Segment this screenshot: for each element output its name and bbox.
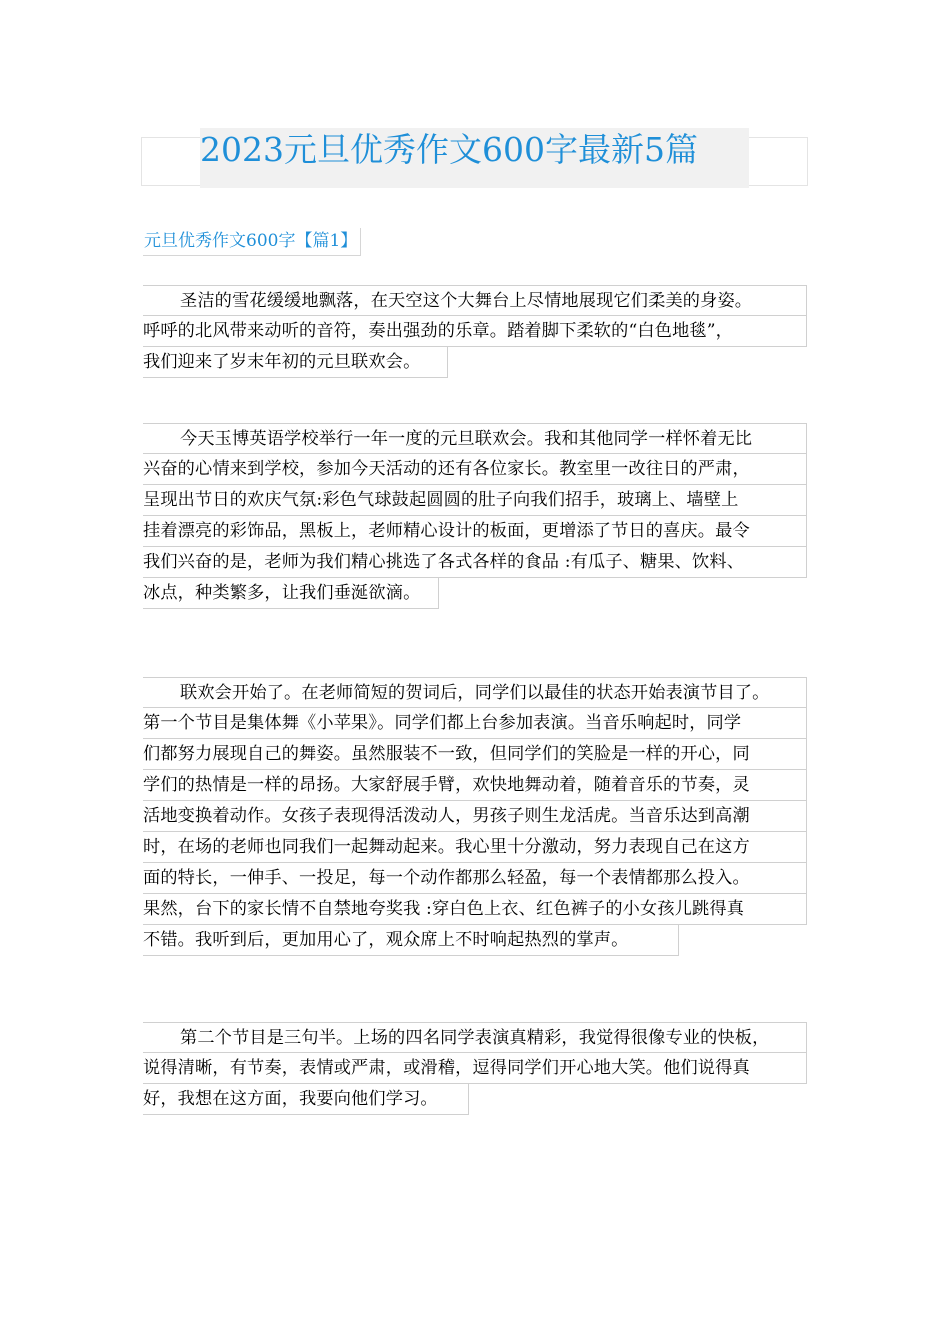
text-line: 活地变换着动作。女孩子表现得活泼动人，男孩子则生龙活虎。当音乐达到高潮 <box>143 801 807 832</box>
text-line: 果然，台下的家长情不自禁地夸奖我 :穿白色上衣、红色裤子的小女孩儿跳得真 <box>143 894 807 925</box>
text-line: 好，我想在这方面，我要向他们学习。 <box>143 1084 469 1115</box>
text-line: 联欢会开始了。在老师简短的贺词后，同学们以最佳的状态开始表演节目了。 <box>143 677 807 708</box>
paragraph-1 <box>143 285 807 378</box>
text-line: 挂着漂亮的彩饰品，黑板上，老师精心设计的板面，更增添了节日的喜庆。最令 <box>143 516 807 547</box>
text-line: 说得清晰，有节奏，表情或严肃，或滑稽，逗得同学们开心地大笑。他们说得真 <box>143 1053 807 1084</box>
text-line: 学们的热情是一样的昂扬。大家舒展手臂，欢快地舞动着，随着音乐的节奏，灵 <box>143 770 807 801</box>
text-line: 我们兴奋的是，老师为我们精心挑选了各式各样的食品 :有瓜子、糖果、饮料、 <box>143 547 807 578</box>
section-heading: 元旦优秀作文600字【篇1】 <box>143 228 361 256</box>
text-line: 第一个节目是集体舞《小苹果》。同学们都上台参加表演。当音乐响起时，同学 <box>143 708 807 739</box>
text-line: 时，在场的老师也同我们一起舞动起来。我心里十分激动，努力表现自己在这方 <box>143 832 807 863</box>
text-line: 兴奋的心情来到学校，参加今天活动的还有各位家长。教室里一改往日的严肃， <box>143 454 807 485</box>
text-line: 们都努力展现自己的舞姿。虽然服装不一致，但同学们的笑脸是一样的开心，同 <box>143 739 807 770</box>
text-line: 我们迎来了岁末年初的元旦联欢会。 <box>143 347 448 378</box>
text-line: 今天玉博英语学校举行一年一度的元旦联欢会。我和其他同学一样怀着无比 <box>143 423 807 454</box>
text-line: 不错。我听到后，更加用心了，观众席上不时响起热烈的掌声。 <box>143 925 679 956</box>
text-line: 圣洁的雪花缓缓地飘落，在天空这个大舞台上尽情地展现它们柔美的身姿。 <box>143 285 807 316</box>
text-line: 冰点，种类繁多，让我们垂涎欲滴。 <box>143 578 439 609</box>
paragraph-4 <box>143 1022 807 1115</box>
text-line: 面的特长，一伸手、一投足，每一个动作都那么轻盈，每一个表情都那么投入。 <box>143 863 807 894</box>
text-line: 呼呼的北风带来动听的音符，奏出强劲的乐章。踏着脚下柔软的“白色地毯”， <box>143 316 807 347</box>
paragraph-3 <box>143 677 807 956</box>
text-line: 第二个节目是三句半。上场的四名同学表演真精彩，我觉得很像专业的快板， <box>143 1022 807 1053</box>
text-line: 呈现出节日的欢庆气氛:彩色气球鼓起圆圆的肚子向我们招手，玻璃上、墙壁上 <box>143 485 807 516</box>
document-title: 2023元旦优秀作文600字最新5篇 <box>200 128 749 188</box>
paragraph-2 <box>143 423 807 609</box>
